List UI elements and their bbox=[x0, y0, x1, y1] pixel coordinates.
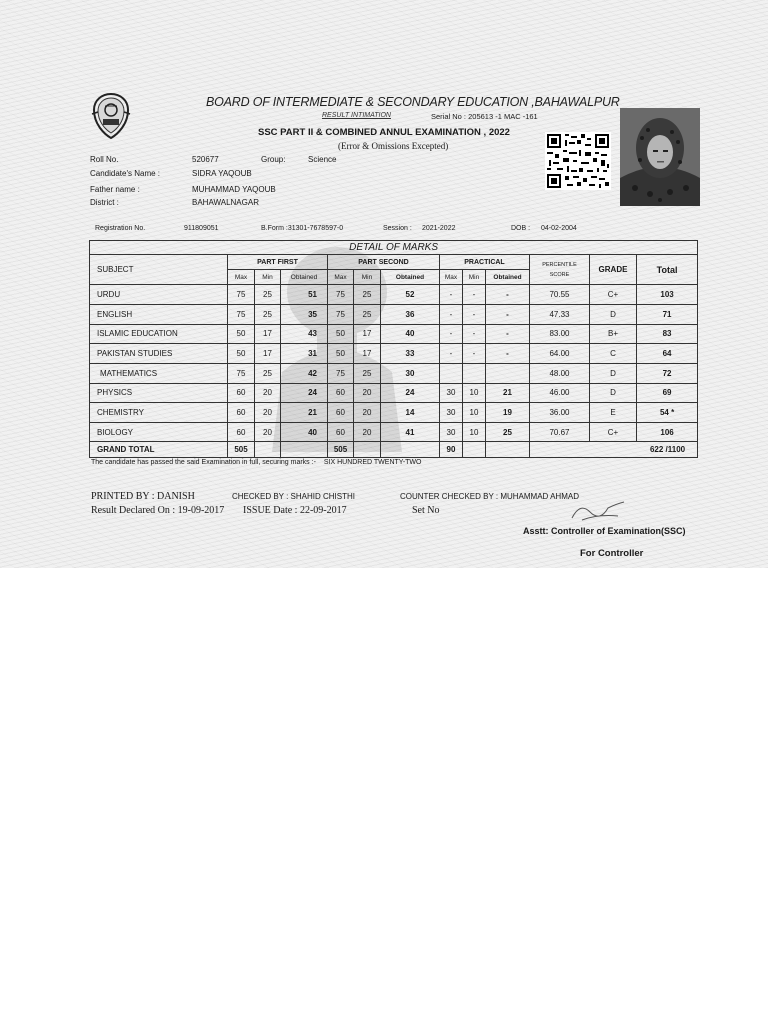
grand-total-row bbox=[90, 442, 698, 458]
percentile-score: 70.67 bbox=[530, 422, 590, 442]
p1-min: 17 bbox=[255, 344, 281, 364]
p1-min: 25 bbox=[255, 363, 281, 383]
board-crest-icon bbox=[90, 92, 132, 140]
result-declared-date: Result Declared On : 19-09-2017 bbox=[91, 505, 225, 516]
p1-max: 60 bbox=[228, 403, 255, 423]
gt-p2-max: 505 bbox=[328, 442, 354, 458]
pr-min: 10 bbox=[463, 403, 486, 423]
serial-number: Serial No : 205613 -1 MAC -161 bbox=[431, 112, 538, 121]
table-row-mathematics bbox=[90, 363, 698, 383]
p1-obtained: 51 bbox=[281, 285, 328, 305]
p2-max: 75 bbox=[328, 363, 354, 383]
pr-obtained: - bbox=[486, 324, 530, 344]
percentile-header-line1: PERCENTILE bbox=[542, 261, 577, 268]
candidate-name-label: Candidate's Name : bbox=[90, 169, 161, 178]
pr-obtained: - bbox=[486, 285, 530, 305]
p2-obtained: 41 bbox=[381, 422, 440, 442]
pr-obtained: 25 bbox=[486, 422, 530, 442]
total-header: Total bbox=[637, 255, 698, 285]
p1-obtained: 40 bbox=[281, 422, 328, 442]
p1-max: 60 bbox=[228, 422, 255, 442]
subject-name: MATHEMATICS bbox=[90, 363, 228, 383]
registration-label: Registration No. bbox=[95, 225, 146, 232]
p2-obtained: 30 bbox=[381, 363, 440, 383]
p1-obtained: 31 bbox=[281, 344, 328, 364]
subject-total: 64 bbox=[637, 344, 698, 364]
p1-max: 50 bbox=[228, 344, 255, 364]
grade: D bbox=[590, 363, 637, 383]
pr-obtained: 21 bbox=[486, 383, 530, 403]
pr-min bbox=[463, 363, 486, 383]
grade: B+ bbox=[590, 324, 637, 344]
grade: E bbox=[590, 403, 637, 423]
p2-max: 75 bbox=[328, 305, 354, 325]
p2-max-header: Max bbox=[328, 269, 354, 285]
table-row-islamic-education bbox=[90, 324, 698, 344]
p2-min: 20 bbox=[354, 383, 381, 403]
p2-min: 17 bbox=[354, 344, 381, 364]
pr-max: - bbox=[440, 285, 463, 305]
p2-min: 20 bbox=[354, 403, 381, 423]
table-row-biology bbox=[90, 422, 698, 442]
dob-value: 04-02-2004 bbox=[541, 225, 577, 232]
p1-min: 25 bbox=[255, 305, 281, 325]
dob-label: DOB : bbox=[511, 225, 531, 232]
p1-obtained: 35 bbox=[281, 305, 328, 325]
grand-total-label: GRAND TOTAL bbox=[90, 442, 228, 458]
roll-label: Roll No. bbox=[90, 155, 119, 164]
pr-obtained-header: Obtained bbox=[486, 269, 530, 285]
controller-title: Asstt: Controller of Examination(SSC) bbox=[523, 526, 686, 536]
father-name: MUHAMMAD YAQOUB bbox=[192, 185, 276, 194]
subject-total: 103 bbox=[637, 285, 698, 305]
percentile-score: 83.00 bbox=[530, 324, 590, 344]
subject-name: ENGLISH bbox=[90, 305, 228, 325]
counter-checked-by: COUNTER CHECKED BY : MUHAMMAD AHMAD bbox=[400, 492, 579, 501]
session-value: 2021-2022 bbox=[422, 225, 456, 232]
p2-min: 25 bbox=[354, 285, 381, 305]
session-label: Session : bbox=[383, 225, 412, 232]
district-label: District : bbox=[90, 198, 119, 207]
percentile-header-line2: SCORE bbox=[549, 271, 570, 278]
percentile-score: 64.00 bbox=[530, 344, 590, 364]
subject-total: 54 * bbox=[637, 403, 698, 423]
percentile-score: 46.00 bbox=[530, 383, 590, 403]
p1-min: 20 bbox=[255, 383, 281, 403]
p1-max: 75 bbox=[228, 285, 255, 305]
p2-min: 25 bbox=[354, 363, 381, 383]
table-row-pakistan-studies bbox=[90, 344, 698, 364]
grand-total-value: 622 /1100 bbox=[530, 442, 698, 458]
registration-number: 911809051 bbox=[184, 225, 219, 232]
subject-total: 106 bbox=[637, 422, 698, 442]
pr-obtained: - bbox=[486, 344, 530, 364]
pr-max: - bbox=[440, 324, 463, 344]
pass-statement bbox=[91, 459, 421, 466]
set-number: Set No bbox=[412, 505, 440, 516]
subject-total: 83 bbox=[637, 324, 698, 344]
exam-title: SSC PART II & COMBINED ANNUL EXAMINATION , 2022 bbox=[258, 127, 510, 138]
p1-min: 20 bbox=[255, 422, 281, 442]
for-controller: For Controller bbox=[580, 548, 644, 559]
percentile-score: 48.00 bbox=[530, 363, 590, 383]
subject-total: 71 bbox=[637, 305, 698, 325]
group-value: Science bbox=[308, 155, 337, 164]
p1-min: 17 bbox=[255, 324, 281, 344]
percentile-score: 70.55 bbox=[530, 285, 590, 305]
gt-p1-max: 505 bbox=[228, 442, 255, 458]
p2-obtained: 14 bbox=[381, 403, 440, 423]
grade-header: GRADE bbox=[590, 255, 637, 285]
p2-obtained: 24 bbox=[381, 383, 440, 403]
pr-max: - bbox=[440, 344, 463, 364]
pr-max: 30 bbox=[440, 422, 463, 442]
p1-max-header: Max bbox=[228, 269, 255, 285]
p1-min: 25 bbox=[255, 285, 281, 305]
p1-obtained: 43 bbox=[281, 324, 328, 344]
district-value: BAHAWALNAGAR bbox=[192, 198, 259, 207]
practical-header: PRACTICAL bbox=[440, 255, 530, 269]
grade: C bbox=[590, 344, 637, 364]
result-intimation-label: RESULT INTIMATION bbox=[322, 112, 391, 119]
percentile-score: 36.00 bbox=[530, 403, 590, 423]
grade: D bbox=[590, 383, 637, 403]
qr-code-icon bbox=[545, 132, 611, 190]
pr-max bbox=[440, 363, 463, 383]
detail-of-marks-title: DETAIL OF MARKS bbox=[90, 241, 698, 255]
table-row-english bbox=[90, 305, 698, 325]
roll-number: 520677 bbox=[192, 155, 219, 164]
p2-obtained: 36 bbox=[381, 305, 440, 325]
p2-max: 60 bbox=[328, 383, 354, 403]
p1-max: 50 bbox=[228, 324, 255, 344]
p2-max: 60 bbox=[328, 403, 354, 423]
pr-max: 30 bbox=[440, 383, 463, 403]
subject-name: PHYSICS bbox=[90, 383, 228, 403]
board-title: BOARD OF INTERMEDIATE & SECONDARY EDUCATION ,BAHAWALPUR bbox=[206, 95, 620, 109]
p1-obtained: 42 bbox=[281, 363, 328, 383]
pr-min: - bbox=[463, 324, 486, 344]
grade: D bbox=[590, 305, 637, 325]
pr-max: 30 bbox=[440, 403, 463, 423]
printed-by: PRINTED BY : DANISH bbox=[91, 491, 195, 502]
issue-date: ISSUE Date : 22-09-2017 bbox=[243, 505, 347, 516]
part-first-header: PART FIRST bbox=[228, 255, 328, 269]
p2-obtained: 52 bbox=[381, 285, 440, 305]
p1-obtained: 24 bbox=[281, 383, 328, 403]
p2-max: 50 bbox=[328, 344, 354, 364]
table-row-physics bbox=[90, 383, 698, 403]
pr-min-header: Min bbox=[463, 269, 486, 285]
marks-table bbox=[89, 240, 698, 458]
p2-min: 25 bbox=[354, 305, 381, 325]
signature-icon bbox=[568, 498, 628, 524]
checked-by: CHECKED BY : SHAHID CHISTHI bbox=[232, 492, 355, 501]
table-row-urdu bbox=[90, 285, 698, 305]
pr-obtained: 19 bbox=[486, 403, 530, 423]
bform-number: B.Form :31301-7678597-0 bbox=[261, 225, 344, 232]
p2-max: 50 bbox=[328, 324, 354, 344]
p2-obtained: 40 bbox=[381, 324, 440, 344]
pr-obtained: - bbox=[486, 305, 530, 325]
p1-min-header: Min bbox=[255, 269, 281, 285]
subject-name: PAKISTAN STUDIES bbox=[90, 344, 228, 364]
part-second-header: PART SECOND bbox=[328, 255, 440, 269]
percentile-header bbox=[530, 255, 590, 285]
group-label: Group: bbox=[261, 155, 286, 164]
gt-pr-max: 90 bbox=[440, 442, 463, 458]
subject-name: CHEMISTRY bbox=[90, 403, 228, 423]
p1-max: 75 bbox=[228, 363, 255, 383]
subject-header: SUBJECT bbox=[90, 255, 228, 285]
p2-min: 17 bbox=[354, 324, 381, 344]
p2-min: 20 bbox=[354, 422, 381, 442]
father-name-label: Father name : bbox=[90, 185, 140, 194]
subject-name: BIOLOGY bbox=[90, 422, 228, 442]
subject-name: URDU bbox=[90, 285, 228, 305]
p2-min-header: Min bbox=[354, 269, 381, 285]
percentile-score: 47.33 bbox=[530, 305, 590, 325]
pr-min: - bbox=[463, 285, 486, 305]
p1-obtained-header: Obtained bbox=[281, 269, 328, 285]
p1-max: 75 bbox=[228, 305, 255, 325]
grade: C+ bbox=[590, 285, 637, 305]
pass-text: The candidate has passed the said Examination in full, securing marks :- bbox=[91, 459, 316, 466]
candidate-name: SIDRA YAQOUB bbox=[192, 169, 252, 178]
p1-obtained: 21 bbox=[281, 403, 328, 423]
pr-min: - bbox=[463, 305, 486, 325]
grade: C+ bbox=[590, 422, 637, 442]
pr-min: - bbox=[463, 344, 486, 364]
p2-max: 75 bbox=[328, 285, 354, 305]
p2-obtained-header: Obtained bbox=[381, 269, 440, 285]
pr-min: 10 bbox=[463, 422, 486, 442]
subject-name: ISLAMIC EDUCATION bbox=[90, 324, 228, 344]
p1-max: 60 bbox=[228, 383, 255, 403]
pr-obtained bbox=[486, 363, 530, 383]
marks-in-words: SIX HUNDRED TWENTY-TWO bbox=[323, 459, 422, 466]
errata-note: (Error & Omissions Excepted) bbox=[338, 141, 449, 151]
pr-min: 10 bbox=[463, 383, 486, 403]
subject-total: 72 bbox=[637, 363, 698, 383]
subject-total: 69 bbox=[637, 383, 698, 403]
candidate-photo bbox=[620, 108, 700, 206]
pr-max-header: Max bbox=[440, 269, 463, 285]
p1-min: 20 bbox=[255, 403, 281, 423]
p2-max: 60 bbox=[328, 422, 354, 442]
table-row-chemistry bbox=[90, 403, 698, 423]
p2-obtained: 33 bbox=[381, 344, 440, 364]
pr-max: - bbox=[440, 305, 463, 325]
